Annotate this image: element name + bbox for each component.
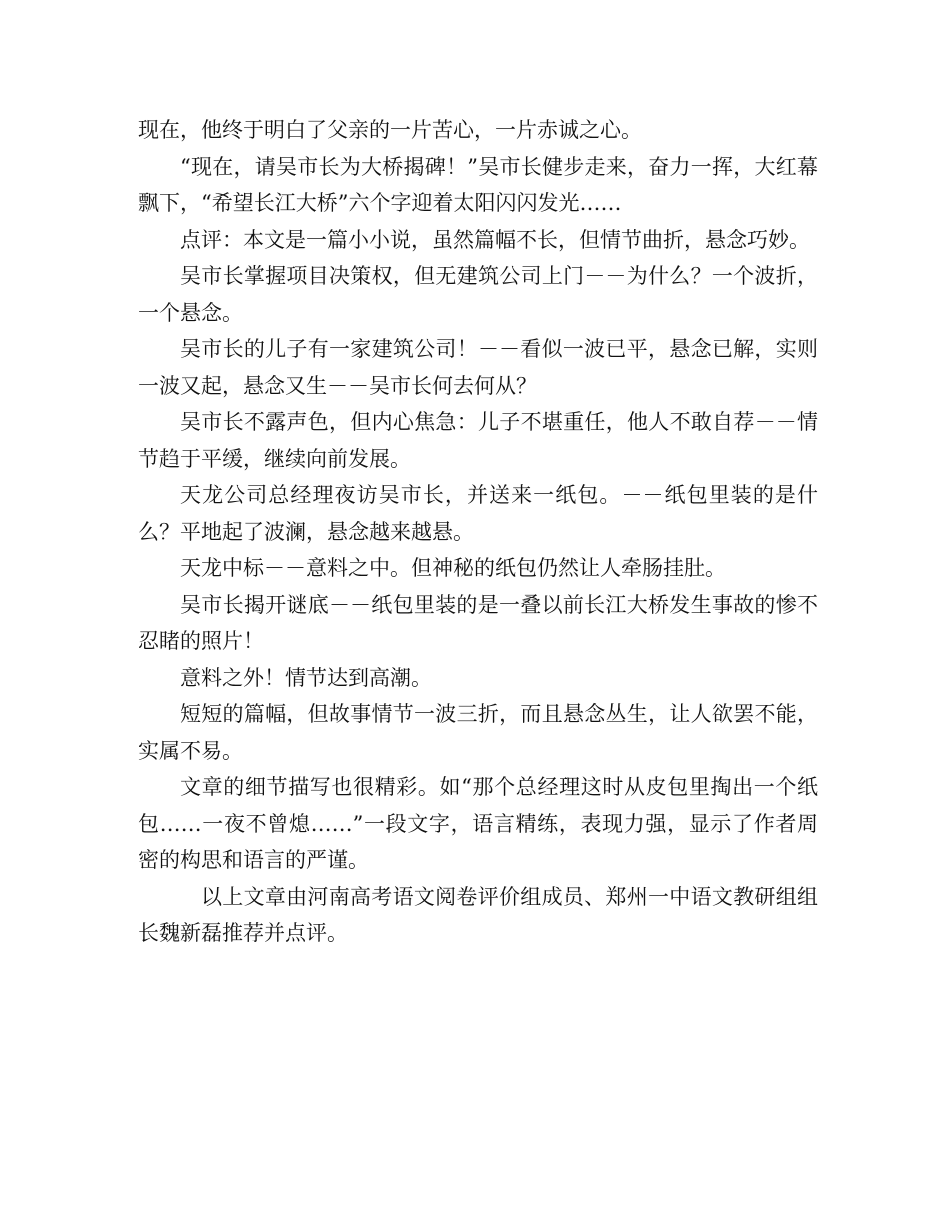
paragraph-2: “现在，请吴市长为大桥揭碑！”吴市长健步走来，奋力一挥，大红幕飘下，“希望长江大桥”六个字迎着太阳闪闪发光…… (138, 154, 818, 215)
paragraph-1: 现在，他终于明白了父亲的一片苦心，一片赤诚之心。 (138, 118, 642, 142)
paragraph-4: 吴市长掌握项目决策权，但无建筑公司上门－－为什么？一个波折，一个悬念。 (138, 264, 818, 325)
paragraph-9: 吴市长揭开谜底－－纸包里装的是一叠以前长江大桥发生事故的惨不忍睹的照片！ (138, 592, 818, 653)
paragraph-7: 天龙公司总经理夜访吴市长，并送来一纸包。－－纸包里装的是什么？平地起了波澜，悬念越来越悬。 (138, 483, 818, 544)
paragraph-12: 文章的细节描写也很精彩。如“那个总经理这时从皮包里掏出一个纸包……一夜不曾熄……”一段文字，语言精练，表现力强，显示了作者周密的构思和语言的严谨。 (138, 775, 818, 872)
paragraph-3: 点评：本文是一篇小小说，虽然篇幅不长，但情节曲折，悬念巧妙。 (180, 227, 810, 252)
paragraph-8: 天龙中标－－意料之中。但神秘的纸包仍然让人牵肠挂肚。 (180, 556, 726, 580)
paragraph-13: 以上文章由河南高考语文阅卷评价组成员、郑州一中语文教研组组长魏新磊推荐并点评。 (138, 884, 818, 945)
paragraph-6: 吴市长不露声色，但内心焦急：儿子不堪重任，他人不敢自荐－－情节趋于平缓，继续向前发展。 (138, 410, 818, 471)
paragraph-10: 意料之外！情节达到高潮。 (180, 665, 432, 690)
paragraph-5: 吴市长的儿子有一家建筑公司！－－看似一波已平，悬念已解，实则一波又起，悬念又生－－吴市长何去何从？ (138, 337, 818, 398)
document-body (138, 112, 818, 952)
paragraph-11: 短短的篇幅，但故事情节一波三折，而且悬念丛生，让人欲罢不能，实属不易。 (138, 702, 818, 763)
